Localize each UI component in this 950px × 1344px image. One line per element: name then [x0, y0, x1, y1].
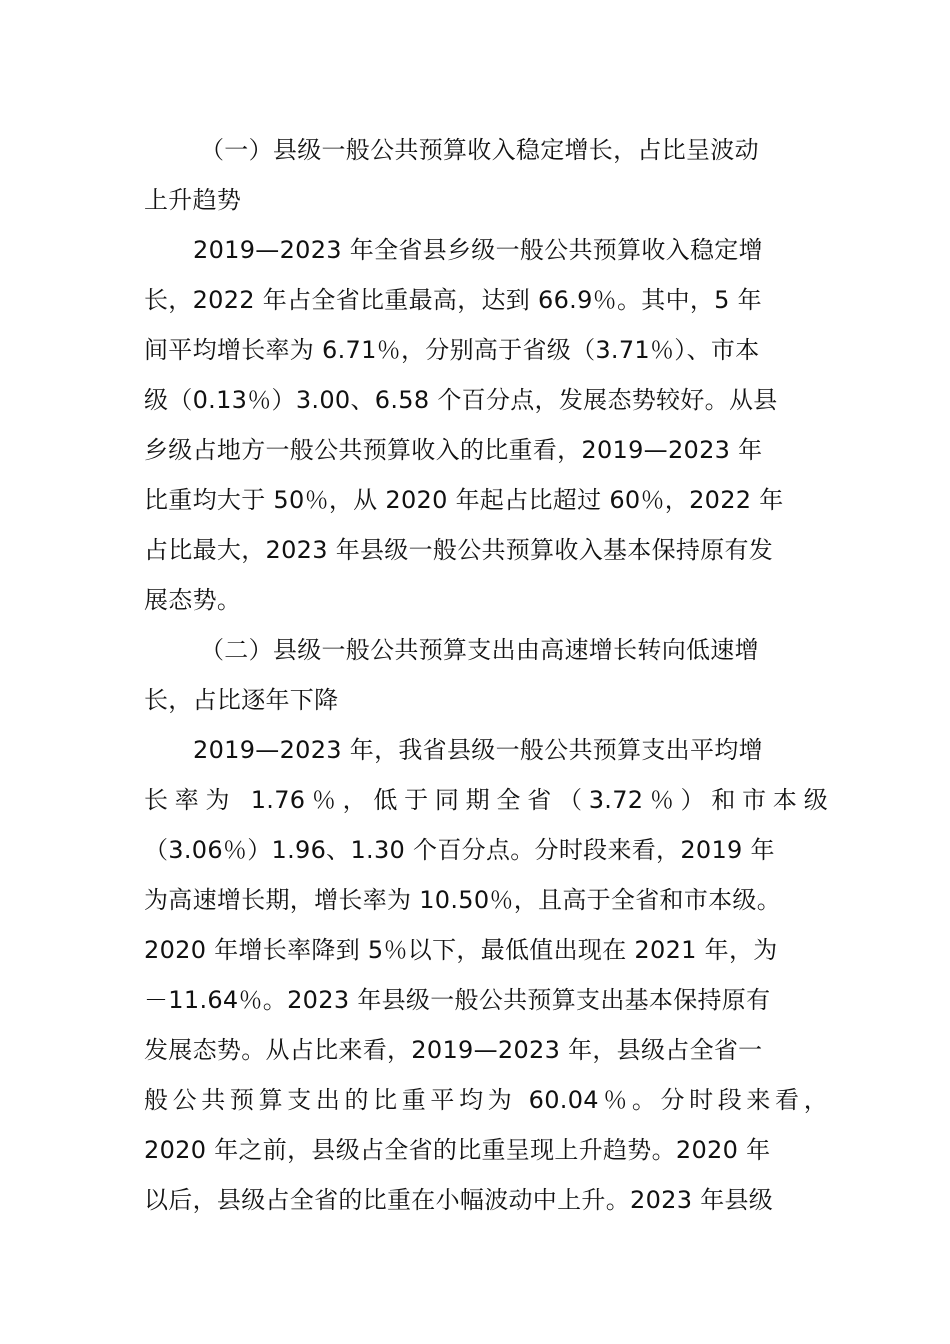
paragraph-line: 为高速增长期，增长率为 10.50％，且高于全省和市本级。 [144, 886, 782, 914]
section-heading-1: （一）县级一般公共预算收入稳定增长，占比呈波动 [200, 136, 759, 164]
paragraph-line: （3.06％）1.96、1.30 个百分点。分时段来看，2019 年 [144, 836, 775, 864]
section-heading-2: （二）县级一般公共预算支出由高速增长转向低速增 [200, 636, 759, 664]
paragraph-line: 占比最大，2023 年县级一般公共预算收入基本保持原有发 [144, 536, 774, 564]
paragraph-line: 长，2022 年占全省比重最高，达到 66.9％。其中，5 年 [144, 286, 762, 314]
section-heading-2-cont: 长，占比逐年下降 [144, 686, 339, 714]
paragraph-line: 级（0.13％）3.00、6.58 个百分点，发展态势较好。从县 [144, 386, 778, 414]
paragraph-line: 2020 年之前，县级占全省的比重呈现上升趋势。2020 年 [144, 1136, 771, 1164]
paragraph-line: 展态势。 [144, 586, 242, 614]
paragraph-line: 比重均大于 50％，从 2020 年起占比超过 60％，2022 年 [144, 486, 784, 514]
paragraph-line: 2020 年增长率降到 5％以下，最低值出现在 2021 年，为 [144, 936, 778, 964]
paragraph-line: －11.64％。2023 年县级一般公共预算支出基本保持原有 [144, 986, 771, 1014]
paragraph-line: 2019—2023 年全省县乡级一般公共预算收入稳定增 [193, 236, 763, 264]
section-heading-1-cont: 上升趋势 [144, 186, 242, 214]
paragraph-line: 2019—2023 年，我省县级一般公共预算支出平均增 [193, 736, 763, 764]
paragraph-line: 般公共预算支出的比重平均为 60.04％。分时段来看， [144, 1086, 828, 1114]
paragraph-line: 长率为 1.76％，低于同期全省（3.72％）和市本级 [144, 786, 828, 814]
paragraph-line: 间平均增长率为 6.71％，分别高于省级（3.71％）、市本 [144, 336, 760, 364]
paragraph-line: 以后，县级占全省的比重在小幅波动中上升。2023 年县级 [144, 1186, 774, 1214]
paragraph-line: 发展态势。从占比来看，2019—2023 年，县级占全省一 [144, 1036, 763, 1064]
paragraph-line: 乡级占地方一般公共预算收入的比重看，2019—2023 年 [144, 436, 763, 464]
